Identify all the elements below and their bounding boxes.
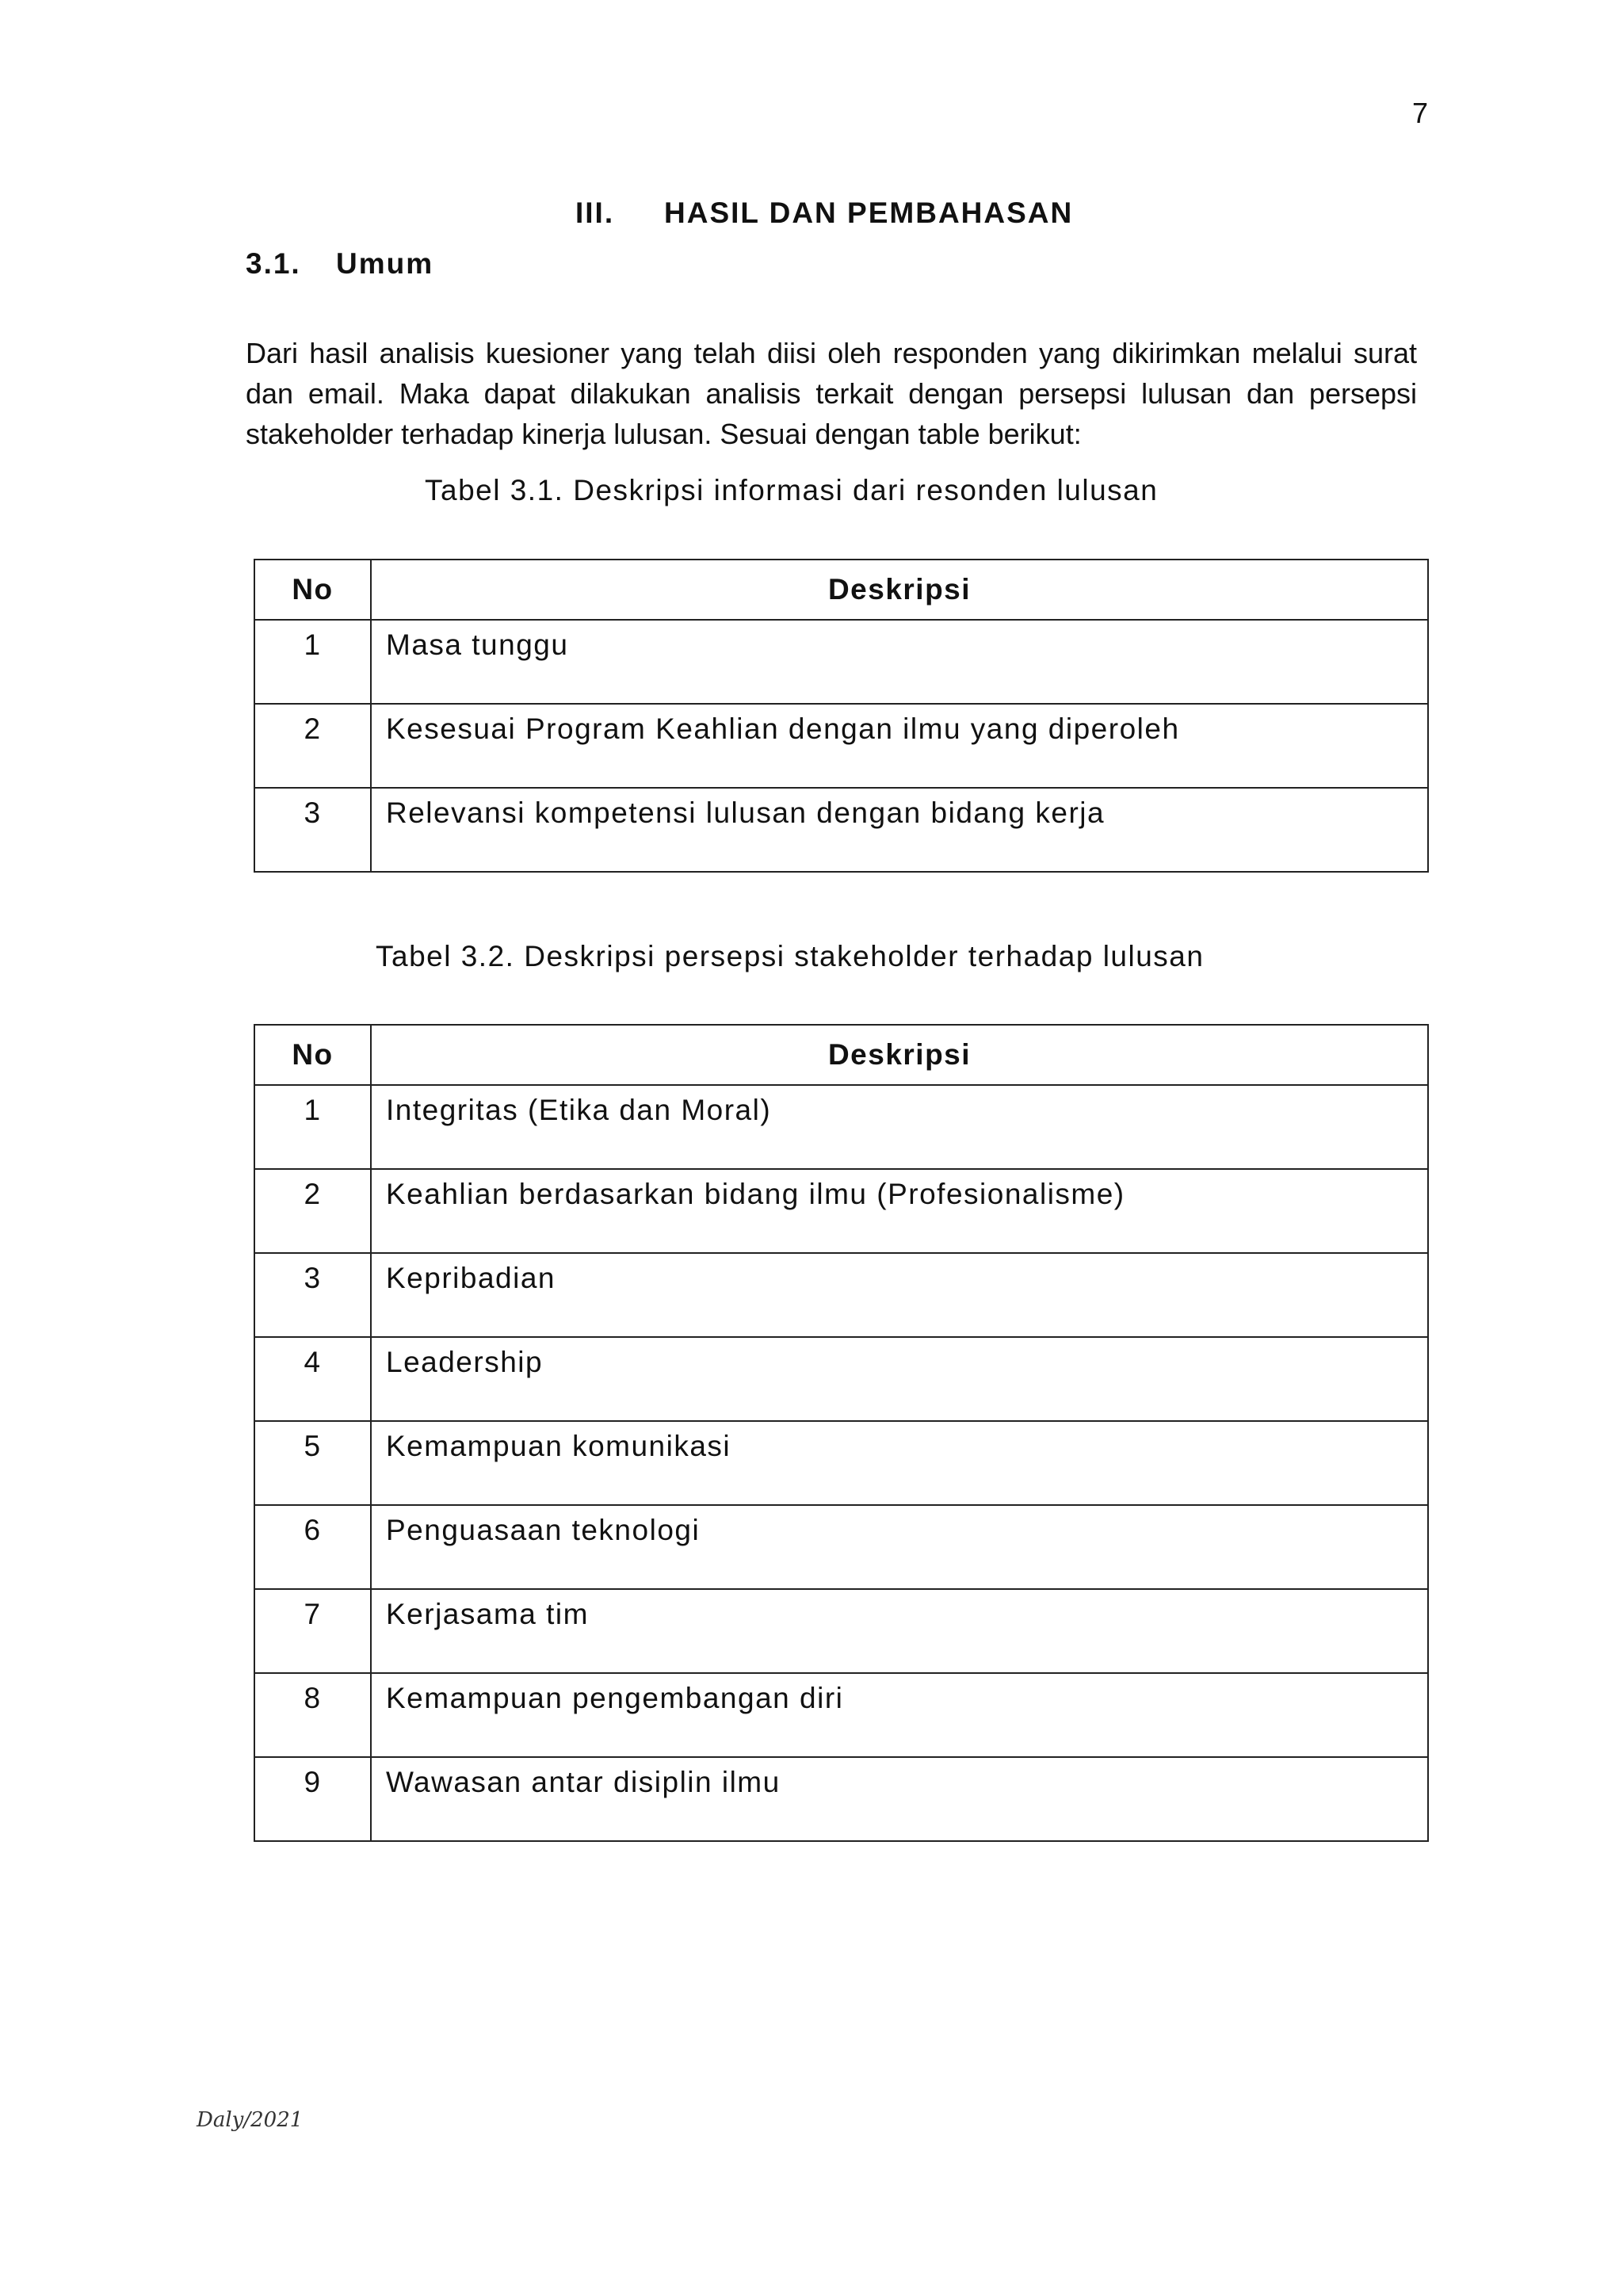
row-description: Kepribadian — [371, 1253, 1428, 1337]
table-row — [254, 1589, 1428, 1673]
table-2 — [254, 1024, 1429, 1842]
row-description: Wawasan antar disiplin ilmu — [371, 1757, 1428, 1841]
row-number: 2 — [254, 1169, 371, 1253]
table-2-caption: Tabel 3.2. Deskripsi persepsi stakeholder terhadap lulusan — [376, 940, 1205, 972]
row-description: Kemampuan pengembangan diri — [371, 1673, 1428, 1757]
row-number: 5 — [254, 1421, 371, 1505]
body-paragraph: Dari hasil analisis kuesioner yang telah diisi oleh responden yang dikirimkan melalui surat dan email. Maka dapat dilakukan analisis terkait dengan persepsi lulusan dan persepsi stakeholder terhadap kinerja lulusan. Sesuai dengan table berikut: — [246, 337, 1417, 450]
row-description: Leadership — [371, 1337, 1428, 1421]
table-row — [254, 788, 1428, 872]
section-heading — [246, 247, 433, 281]
row-number: 1 — [254, 620, 371, 704]
row-number: 2 — [254, 704, 371, 788]
table-header-row — [254, 560, 1428, 620]
row-number: 7 — [254, 1589, 371, 1673]
row-description: Kerjasama tim — [371, 1589, 1428, 1673]
row-number: 8 — [254, 1673, 371, 1757]
table-row — [254, 1673, 1428, 1757]
table-row — [254, 1505, 1428, 1589]
table-row — [254, 1085, 1428, 1169]
table-row — [254, 620, 1428, 704]
row-description: Kemampuan komunikasi — [371, 1421, 1428, 1505]
table-row — [254, 1421, 1428, 1505]
chapter-title: HASIL DAN PEMBAHASAN — [664, 197, 1074, 229]
table-row — [254, 704, 1428, 788]
row-number: 1 — [254, 1085, 371, 1169]
table-header-row — [254, 1025, 1428, 1085]
table-row — [254, 1337, 1428, 1421]
footer-signature: Daly/2021 — [197, 2108, 304, 2132]
row-number: 6 — [254, 1505, 371, 1589]
table-row — [254, 1253, 1428, 1337]
page-number: 7 — [1411, 97, 1428, 129]
row-description: Relevansi kompetensi lulusan dengan bidang kerja — [371, 788, 1428, 872]
column-header-no: No — [254, 560, 371, 620]
column-header-no: No — [254, 1025, 371, 1085]
chapter-number: III. — [575, 197, 615, 229]
column-header-deskripsi: Deskripsi — [371, 1025, 1428, 1085]
row-number: 9 — [254, 1757, 371, 1841]
row-description: Kesesuai Program Keahlian dengan ilmu yang diperoleh — [371, 704, 1428, 788]
row-description: Integritas (Etika dan Moral) — [371, 1085, 1428, 1169]
table-1-caption: Tabel 3.1. Deskripsi informasi dari resonden lulusan — [425, 474, 1159, 506]
column-header-deskripsi: Deskripsi — [371, 560, 1428, 620]
section-title: Umum — [336, 247, 434, 280]
row-description: Penguasaan teknologi — [371, 1505, 1428, 1589]
row-number: 3 — [254, 1253, 371, 1337]
section-number: 3.1. — [246, 247, 301, 280]
table-row — [254, 1169, 1428, 1253]
row-description: Keahlian berdasarkan bidang ilmu (Profesionalisme) — [371, 1169, 1428, 1253]
row-number: 4 — [254, 1337, 371, 1421]
row-number: 3 — [254, 788, 371, 872]
table-row — [254, 1757, 1428, 1841]
table-1 — [254, 559, 1429, 873]
chapter-heading — [575, 197, 1073, 230]
row-description: Masa tunggu — [371, 620, 1428, 704]
